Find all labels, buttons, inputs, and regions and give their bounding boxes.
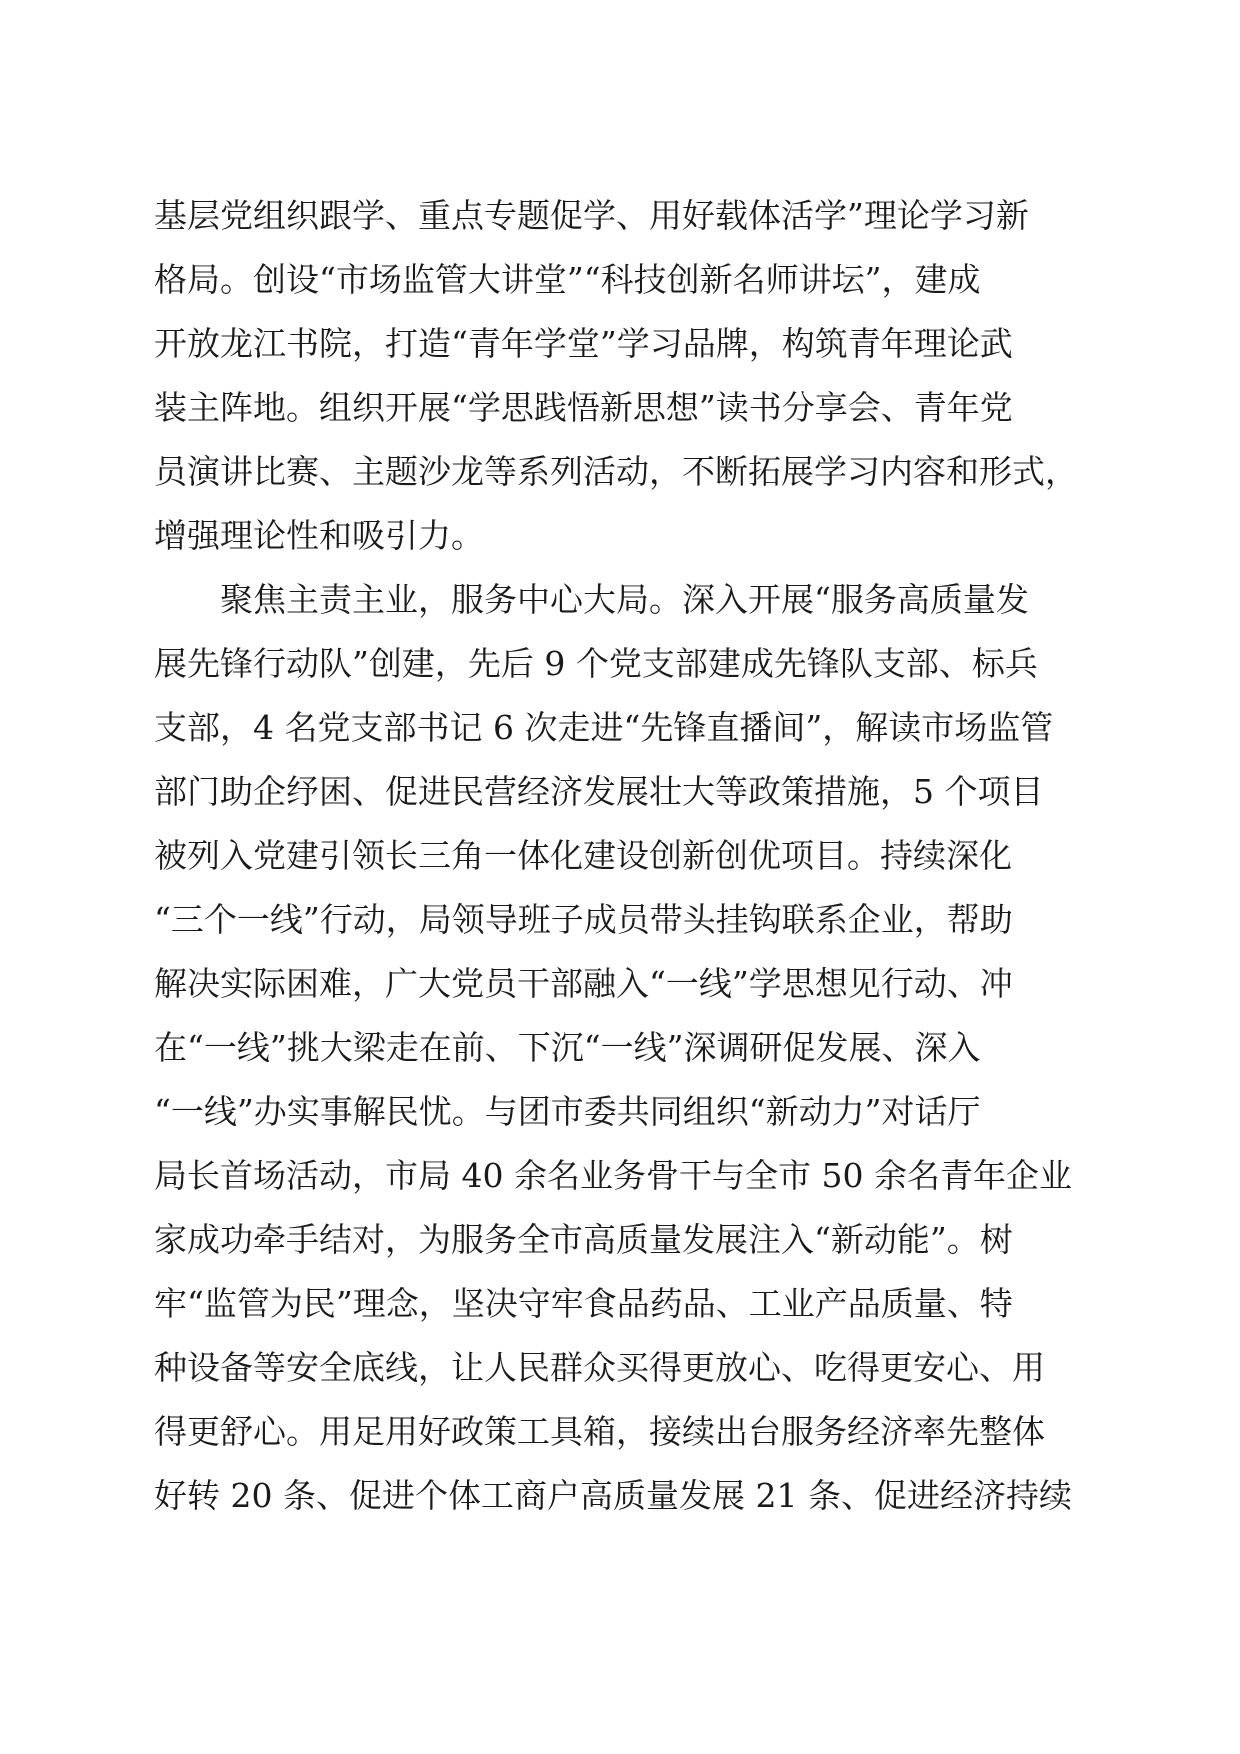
text-line: 解决实际困难，广大党员干部融入“一线”学思想见行动、冲 — [154, 964, 1013, 1003]
body-text — [154, 184, 1094, 1528]
text-line: 支部，4 名党支部书记 6 次走进“先锋直播间”，解读市场监管 — [154, 708, 1054, 747]
text-line: 部门助企纾困、促进民营经济发展壮大等政策措施，5 个项目 — [154, 772, 1044, 811]
text-line: 基层党组织跟学、重点专题促学、用好载体活学”理论学习新 — [154, 196, 1029, 235]
text-line: 开放龙江书院，打造“青年学堂”学习品牌，构筑青年理论武 — [154, 324, 1013, 363]
text-line: 聚焦主责主业，服务中心大局。深入开展“服务高质量发 — [154, 580, 1029, 619]
text-line: 好转 20 条、促进个体工商户高质量发展 21 条、促进经济持续 — [154, 1476, 1072, 1515]
text-line: 格局。创设“市场监管大讲堂”“科技创新名师讲坛”，建成 — [154, 260, 981, 299]
text-line: 展先锋行动队”创建，先后 9 个党支部建成先锋队支部、标兵 — [154, 644, 1038, 683]
paragraph-1 — [154, 184, 1094, 568]
text-line: 装主阵地。组织开展“学思践悟新思想”读书分享会、青年党 — [154, 388, 1013, 427]
text-line: 员演讲比赛、主题沙龙等系列活动，不断拓展学习内容和形式， — [154, 452, 1078, 491]
text-line: 在“一线”挑大梁走在前、下沉“一线”深调研促发展、深入 — [154, 1028, 981, 1067]
text-line: 种设备等安全底线，让人民群众买得更放心、吃得更安心、用 — [154, 1348, 1045, 1387]
text-line: 增强理论性和吸引力。 — [154, 516, 484, 555]
text-line: 局长首场活动，市局 40 余名业务骨干与全市 50 余名青年企业 — [154, 1156, 1072, 1195]
text-line: 牢“监管为民”理念，坚决守牢食品药品、工业产品质量、特 — [154, 1284, 1013, 1323]
text-line: “一线”办实事解民忧。与团市委共同组织“新动力”对话厅 — [154, 1092, 981, 1131]
text-line: 家成功牵手结对，为服务全市高质量发展注入“新动能”。树 — [154, 1220, 1013, 1259]
paragraph-2 — [154, 568, 1094, 1528]
text-line: 得更舒心。用足用好政策工具箱，接续出台服务经济率先整体 — [154, 1412, 1045, 1451]
text-line: “三个一线”行动，局领导班子成员带头挂钩联系企业，帮助 — [154, 900, 1013, 939]
text-line: 被列入党建引领长三角一体化建设创新创优项目。持续深化 — [154, 836, 1012, 875]
